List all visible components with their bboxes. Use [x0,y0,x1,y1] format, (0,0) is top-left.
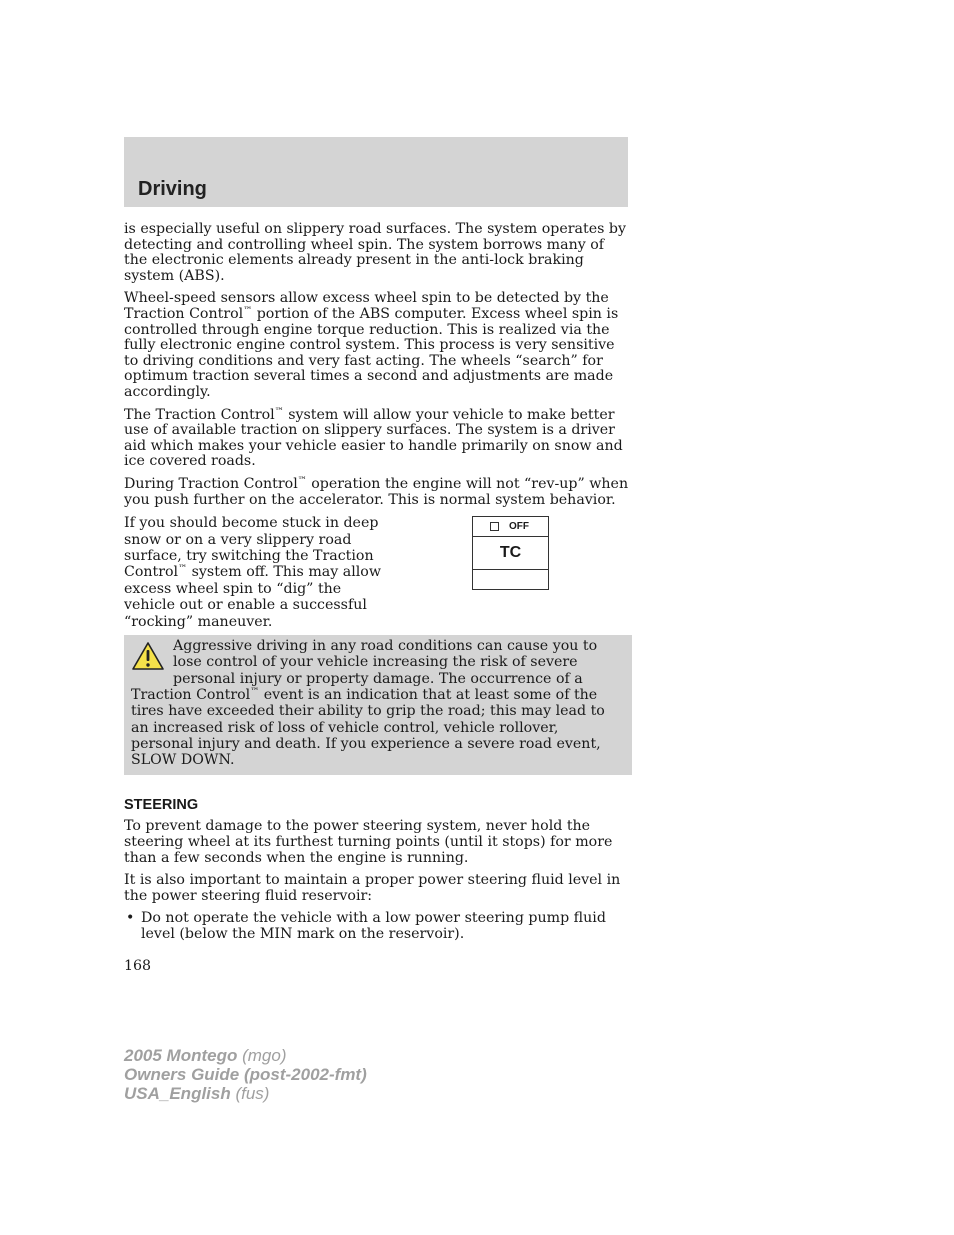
bullet-text: Do not operate the vehicle with a low power steering pump fluid level (below the MIN mark on the reservoir). [141,910,606,943]
trademark-symbol: ™ [243,305,253,316]
footer-line [124,1084,367,1103]
trademark-symbol: ™ [274,406,284,417]
text-run: system off. This may allow excess wheel spin to “dig” the vehicle out or enable a successful “rocking” maneuver. [124,564,381,630]
paragraph-rev-up [124,477,630,508]
text-run: Wheel-speed sensors allow excess wheel spin to be detected by the Traction Control [124,290,609,322]
indicator-light-icon [490,522,499,531]
section-header [124,137,628,207]
text-run: system will allow your vehicle to make better use of available traction on slippery surfaces. The system is a driver aid which makes your vehicle easier to handle primarily on snow and ice covered roads. [124,406,623,470]
warning-box [124,635,632,775]
document-footer [124,1046,367,1103]
paragraph-stuck [124,515,386,630]
text-run: portion of the ABS computer. Excess wheel spin is controlled through engine torque reduction. This is realized via the fully electronic engine control system. This process is very sensitive to driving conditions and very fast acting. The wheels “search” for optimum traction several times a second and adjustments are made accordingly. [124,305,619,400]
footer-language: USA_English [124,1084,231,1103]
page-content [124,222,630,974]
tc-off-row [473,517,548,537]
warning-triangle-icon [131,641,165,671]
footer-model-code: (mgo) [237,1046,287,1065]
section-title: Driving [138,178,207,200]
trademark-symbol: ™ [297,475,307,486]
steering-heading: STEERING [124,797,199,814]
text-run: During Traction Control [124,475,298,492]
traction-control-switch-diagram [472,516,549,590]
footer-model: 2005 Montego [124,1046,238,1065]
warning-text: Aggressive driving in any road conditions can cause you to lose control of your vehicle increasing the risk of severe personal injury or property damage. The occurrence of a Traction Control [131,638,598,703]
tc-off-label: OFF [509,521,529,533]
text-run: If you should become stuck in deep snow or on a very slippery road surface, try switching the Traction Control [124,515,379,581]
paragraph-steering-damage: To prevent damage to the power steering system, never hold the steering wheel at its furthest turning points (until it stops) for more than a few seconds when the engine is running. [124,818,613,866]
paragraph-steering-fluid: It is also important to maintain a proper power steering fluid level in the power steering fluid reservoir: [124,872,621,904]
trademark-symbol: ™ [250,686,260,697]
warning-text: event is an indication that at least some of the tires have exceeded their ability to grip the road; this may lead to an increased risk of loss of vehicle control, vehicle rollover, personal injury and death. If you experience a severe road event, SLOW DOWN. [131,686,605,769]
paragraph-abs-intro: is especially useful on slippery road surfaces. The system operates by detecting and controlling wheel spin. The system borrows many of the electronic elements already present in the anti-lock braking system (ABS). [124,221,627,284]
text-run: The Traction Control [124,406,275,423]
footer-line [124,1046,367,1065]
trademark-symbol: ™ [178,564,188,575]
footer-line [124,1065,367,1084]
tc-button-label: TC [473,537,548,570]
list-item [124,911,630,942]
footer-language-code: (fus) [230,1084,270,1103]
stuck-section [124,515,630,630]
bullet-marker: • [126,910,135,927]
page-number: 168 [124,957,152,974]
footer-guide: Owners Guide (post-2002-fmt) [124,1065,367,1084]
paragraph-traction-use [124,408,630,470]
paragraph-wheel-speed [124,291,630,400]
text-run: operation the engine will not “rev-up” when you push further on the accelerator. This is normal system behavior. [124,475,629,508]
